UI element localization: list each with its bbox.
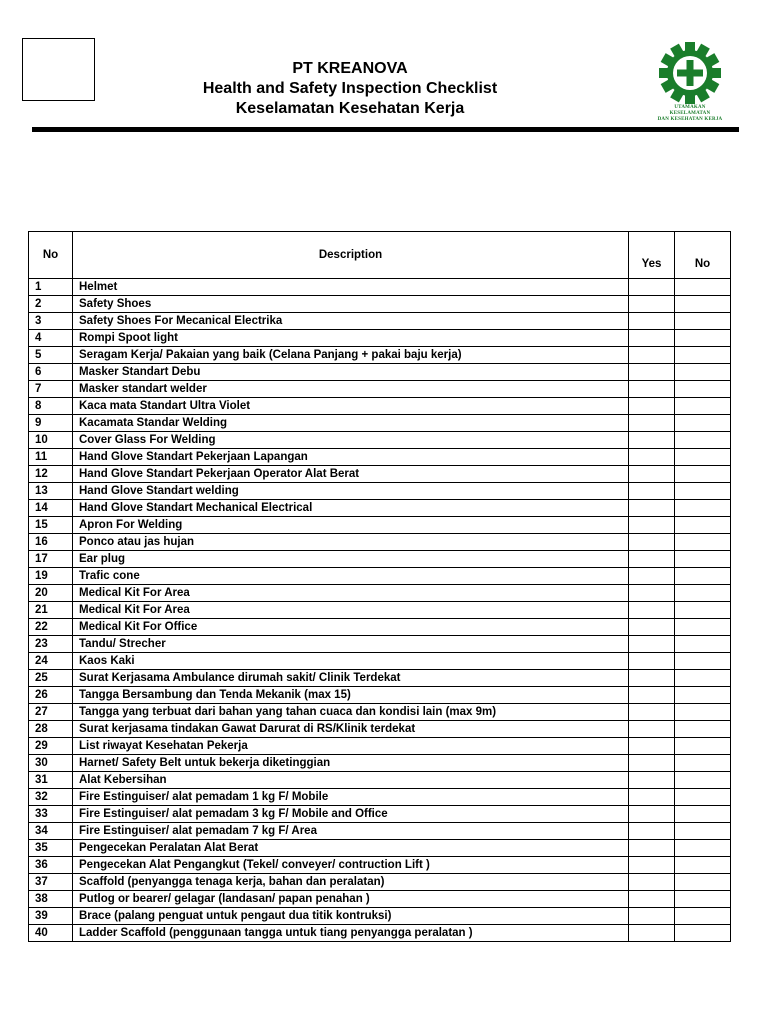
no-check-cell[interactable] (675, 398, 731, 415)
no-check-cell[interactable] (675, 534, 731, 551)
row-number: 40 (29, 925, 73, 942)
yes-check-cell[interactable] (629, 534, 675, 551)
no-check-cell[interactable] (675, 738, 731, 755)
table-row (29, 330, 731, 347)
table-row (29, 755, 731, 772)
yes-check-cell[interactable] (629, 789, 675, 806)
row-number: 23 (29, 636, 73, 653)
table-row (29, 874, 731, 891)
no-check-cell[interactable] (675, 687, 731, 704)
row-description: Fire Estinguiser/ alat pemadam 3 kg F/ Mobile and Office (73, 806, 629, 823)
row-number: 1 (29, 279, 73, 296)
row-description: Helmet (73, 279, 629, 296)
yes-check-cell[interactable] (629, 500, 675, 517)
yes-check-cell[interactable] (629, 381, 675, 398)
no-check-cell[interactable] (675, 602, 731, 619)
row-description: Kacamata Standar Welding (73, 415, 629, 432)
yes-check-cell[interactable] (629, 296, 675, 313)
no-check-cell[interactable] (675, 789, 731, 806)
no-check-cell[interactable] (675, 432, 731, 449)
row-description: Kaca mata Standart Ultra Violet (73, 398, 629, 415)
row-number: 36 (29, 857, 73, 874)
table-row (29, 789, 731, 806)
row-number: 33 (29, 806, 73, 823)
yes-check-cell[interactable] (629, 619, 675, 636)
row-description: Hand Glove Standart Pekerjaan Lapangan (73, 449, 629, 466)
logo-caption-line1: UTAMAKAN KESELAMATAN (669, 105, 711, 116)
table-row (29, 432, 731, 449)
row-description: Hand Glove Standart Pekerjaan Operator Alat Berat (73, 466, 629, 483)
table-row (29, 279, 731, 296)
no-check-cell[interactable] (675, 908, 731, 925)
yes-check-cell[interactable] (629, 398, 675, 415)
yes-check-cell[interactable] (629, 772, 675, 789)
yes-check-cell[interactable] (629, 857, 675, 874)
no-check-cell[interactable] (675, 500, 731, 517)
logo-caption-line2: DAN KESEHATAN KERJA (657, 117, 723, 122)
table-row (29, 704, 731, 721)
no-check-cell[interactable] (675, 670, 731, 687)
row-description: Hand Glove Standart welding (73, 483, 629, 500)
row-number: 3 (29, 313, 73, 330)
yes-check-cell[interactable] (629, 687, 675, 704)
no-check-cell[interactable] (675, 925, 731, 942)
row-description: Safety Shoes (73, 296, 629, 313)
no-check-cell[interactable] (675, 568, 731, 585)
no-check-cell[interactable] (675, 551, 731, 568)
table-row (29, 517, 731, 534)
table-row (29, 483, 731, 500)
table-row (29, 721, 731, 738)
no-check-cell[interactable] (675, 347, 731, 364)
yes-check-cell[interactable] (629, 670, 675, 687)
row-description: Ladder Scaffold (penggunaan tangga untuk tiang penyangga peralatan ) (73, 925, 629, 942)
yes-check-cell[interactable] (629, 432, 675, 449)
yes-check-cell[interactable] (629, 891, 675, 908)
table-row (29, 415, 731, 432)
yes-check-cell[interactable] (629, 738, 675, 755)
company-name: PT KREANOVA (292, 60, 408, 77)
table-row (29, 602, 731, 619)
yes-check-cell[interactable] (629, 806, 675, 823)
row-number: 38 (29, 891, 73, 908)
row-description: Tangga Bersambung dan Tenda Mekanik (max 15) (73, 687, 629, 704)
table-row (29, 738, 731, 755)
yes-check-cell[interactable] (629, 517, 675, 534)
document-subtitle: Keselamatan Kesehatan Kerja (235, 100, 465, 117)
row-number: 2 (29, 296, 73, 313)
row-number: 34 (29, 823, 73, 840)
table-row (29, 772, 731, 789)
row-description: Surat Kerjasama Ambulance dirumah sakit/ Clinik Terdekat (73, 670, 629, 687)
table-row (29, 398, 731, 415)
row-description: Safety Shoes For Mecanical Electrika (73, 313, 629, 330)
row-number: 31 (29, 772, 73, 789)
table-row (29, 823, 731, 840)
row-description: Cover Glass For Welding (73, 432, 629, 449)
row-number: 19 (29, 568, 73, 585)
table-row (29, 466, 731, 483)
no-check-cell[interactable] (675, 806, 731, 823)
yes-check-cell[interactable] (629, 908, 675, 925)
row-number: 20 (29, 585, 73, 602)
yes-check-cell[interactable] (629, 449, 675, 466)
row-description: Brace (palang penguat untuk pengaut dua titik kontruksi) (73, 908, 629, 925)
table-row (29, 313, 731, 330)
row-description: Medical Kit For Area (73, 585, 629, 602)
no-check-cell[interactable] (675, 772, 731, 789)
row-description: Rompi Spoot light (73, 330, 629, 347)
row-number: 27 (29, 704, 73, 721)
table-row (29, 347, 731, 364)
yes-check-cell[interactable] (629, 704, 675, 721)
yes-check-cell[interactable] (629, 925, 675, 942)
no-check-cell[interactable] (675, 721, 731, 738)
row-description: Tangga yang terbuat dari bahan yang tahan cuaca dan kondisi lain (max 9m) (73, 704, 629, 721)
row-number: 22 (29, 619, 73, 636)
no-check-cell[interactable] (675, 364, 731, 381)
row-description: Alat Kebersihan (73, 772, 629, 789)
no-check-cell[interactable] (675, 755, 731, 772)
yes-check-cell[interactable] (629, 721, 675, 738)
document-header (150, 59, 550, 119)
no-check-cell[interactable] (675, 619, 731, 636)
row-description: Scaffold (penyangga tenaga kerja, bahan dan peralatan) (73, 874, 629, 891)
row-description: Apron For Welding (73, 517, 629, 534)
table-row (29, 925, 731, 942)
yes-check-cell[interactable] (629, 483, 675, 500)
row-description: Masker standart welder (73, 381, 629, 398)
table-row (29, 891, 731, 908)
row-description: Putlog or bearer/ gelagar (landasan/ papan penahan ) (73, 891, 629, 908)
row-number: 29 (29, 738, 73, 755)
k3-safety-logo (654, 42, 726, 122)
row-number: 28 (29, 721, 73, 738)
yes-check-cell[interactable] (629, 347, 675, 364)
no-check-cell[interactable] (675, 415, 731, 432)
no-check-cell[interactable] (675, 381, 731, 398)
row-description: Masker Standart Debu (73, 364, 629, 381)
row-number: 25 (29, 670, 73, 687)
row-number: 24 (29, 653, 73, 670)
no-check-cell[interactable] (675, 891, 731, 908)
gear-cross-icon (657, 42, 723, 104)
table-row (29, 568, 731, 585)
yes-check-cell[interactable] (629, 755, 675, 772)
logo-caption (654, 105, 726, 123)
table-row (29, 296, 731, 313)
table-row (29, 687, 731, 704)
row-description: Kaos Kaki (73, 653, 629, 670)
logo-placeholder-box (22, 38, 95, 101)
table-row (29, 653, 731, 670)
no-check-cell[interactable] (675, 704, 731, 721)
row-description: Fire Estinguiser/ alat pemadam 1 kg F/ Mobile (73, 789, 629, 806)
row-description: List riwayat Kesehatan Pekerja (73, 738, 629, 755)
row-number: 35 (29, 840, 73, 857)
yes-check-cell[interactable] (629, 313, 675, 330)
table-row (29, 500, 731, 517)
no-check-cell[interactable] (675, 636, 731, 653)
table-row (29, 857, 731, 874)
table-header-row (29, 232, 731, 279)
no-check-cell[interactable] (675, 653, 731, 670)
table-row (29, 364, 731, 381)
yes-check-cell[interactable] (629, 840, 675, 857)
no-check-cell[interactable] (675, 585, 731, 602)
yes-check-cell[interactable] (629, 636, 675, 653)
row-number: 26 (29, 687, 73, 704)
table-row (29, 840, 731, 857)
column-header-description: Description (73, 232, 629, 279)
table-body (29, 279, 731, 942)
row-number: 9 (29, 415, 73, 432)
yes-check-cell[interactable] (629, 551, 675, 568)
row-number: 12 (29, 466, 73, 483)
table-row (29, 381, 731, 398)
yes-check-cell[interactable] (629, 279, 675, 296)
table-row (29, 806, 731, 823)
no-check-cell[interactable] (675, 857, 731, 874)
row-number: 5 (29, 347, 73, 364)
row-description: Fire Estinguiser/ alat pemadam 7 kg F/ Area (73, 823, 629, 840)
no-check-cell[interactable] (675, 313, 731, 330)
no-check-cell[interactable] (675, 840, 731, 857)
no-check-cell[interactable] (675, 517, 731, 534)
row-number: 30 (29, 755, 73, 772)
row-description: Trafic cone (73, 568, 629, 585)
row-number: 16 (29, 534, 73, 551)
yes-check-cell[interactable] (629, 653, 675, 670)
row-number: 6 (29, 364, 73, 381)
row-number: 7 (29, 381, 73, 398)
column-header-no-check: No (675, 232, 731, 279)
row-number: 17 (29, 551, 73, 568)
no-check-cell[interactable] (675, 874, 731, 891)
no-check-cell[interactable] (675, 279, 731, 296)
table-row (29, 534, 731, 551)
row-number: 21 (29, 602, 73, 619)
row-description: Ear plug (73, 551, 629, 568)
header-divider (32, 127, 739, 132)
row-number: 4 (29, 330, 73, 347)
row-description: Medical Kit For Office (73, 619, 629, 636)
row-description: Medical Kit For Area (73, 602, 629, 619)
table-row (29, 636, 731, 653)
yes-check-cell[interactable] (629, 585, 675, 602)
yes-check-cell[interactable] (629, 823, 675, 840)
yes-check-cell[interactable] (629, 874, 675, 891)
table-row (29, 670, 731, 687)
no-check-cell[interactable] (675, 449, 731, 466)
no-check-cell[interactable] (675, 483, 731, 500)
row-number: 13 (29, 483, 73, 500)
table-row (29, 619, 731, 636)
inspection-checklist-table (28, 231, 731, 942)
row-number: 10 (29, 432, 73, 449)
table-row (29, 449, 731, 466)
yes-check-cell[interactable] (629, 330, 675, 347)
yes-check-cell[interactable] (629, 466, 675, 483)
no-check-cell[interactable] (675, 296, 731, 313)
document-title: Health and Safety Inspection Checklist (202, 80, 498, 97)
no-check-cell[interactable] (675, 330, 731, 347)
no-check-cell[interactable] (675, 823, 731, 840)
row-number: 39 (29, 908, 73, 925)
yes-check-cell[interactable] (629, 415, 675, 432)
row-description: Tandu/ Strecher (73, 636, 629, 653)
column-header-yes: Yes (629, 232, 675, 279)
table-row (29, 908, 731, 925)
no-check-cell[interactable] (675, 466, 731, 483)
row-description: Seragam Kerja/ Pakaian yang baik (Celana Panjang + pakai baju kerja) (73, 347, 629, 364)
row-number: 15 (29, 517, 73, 534)
yes-check-cell[interactable] (629, 602, 675, 619)
row-number: 8 (29, 398, 73, 415)
yes-check-cell[interactable] (629, 568, 675, 585)
row-description: Pengecekan Peralatan Alat Berat (73, 840, 629, 857)
row-description: Hand Glove Standart Mechanical Electrical (73, 500, 629, 517)
yes-check-cell[interactable] (629, 364, 675, 381)
row-description: Harnet/ Safety Belt untuk bekerja diketinggian (73, 755, 629, 772)
row-number: 37 (29, 874, 73, 891)
table-row (29, 585, 731, 602)
row-description: Surat kerjasama tindakan Gawat Darurat di RS/Klinik terdekat (73, 721, 629, 738)
column-header-no: No (29, 232, 73, 279)
table-row (29, 551, 731, 568)
row-description: Ponco atau jas hujan (73, 534, 629, 551)
row-description: Pengecekan Alat Pengangkut (Tekel/ conveyer/ contruction Lift ) (73, 857, 629, 874)
row-number: 11 (29, 449, 73, 466)
row-number: 32 (29, 789, 73, 806)
row-number: 14 (29, 500, 73, 517)
